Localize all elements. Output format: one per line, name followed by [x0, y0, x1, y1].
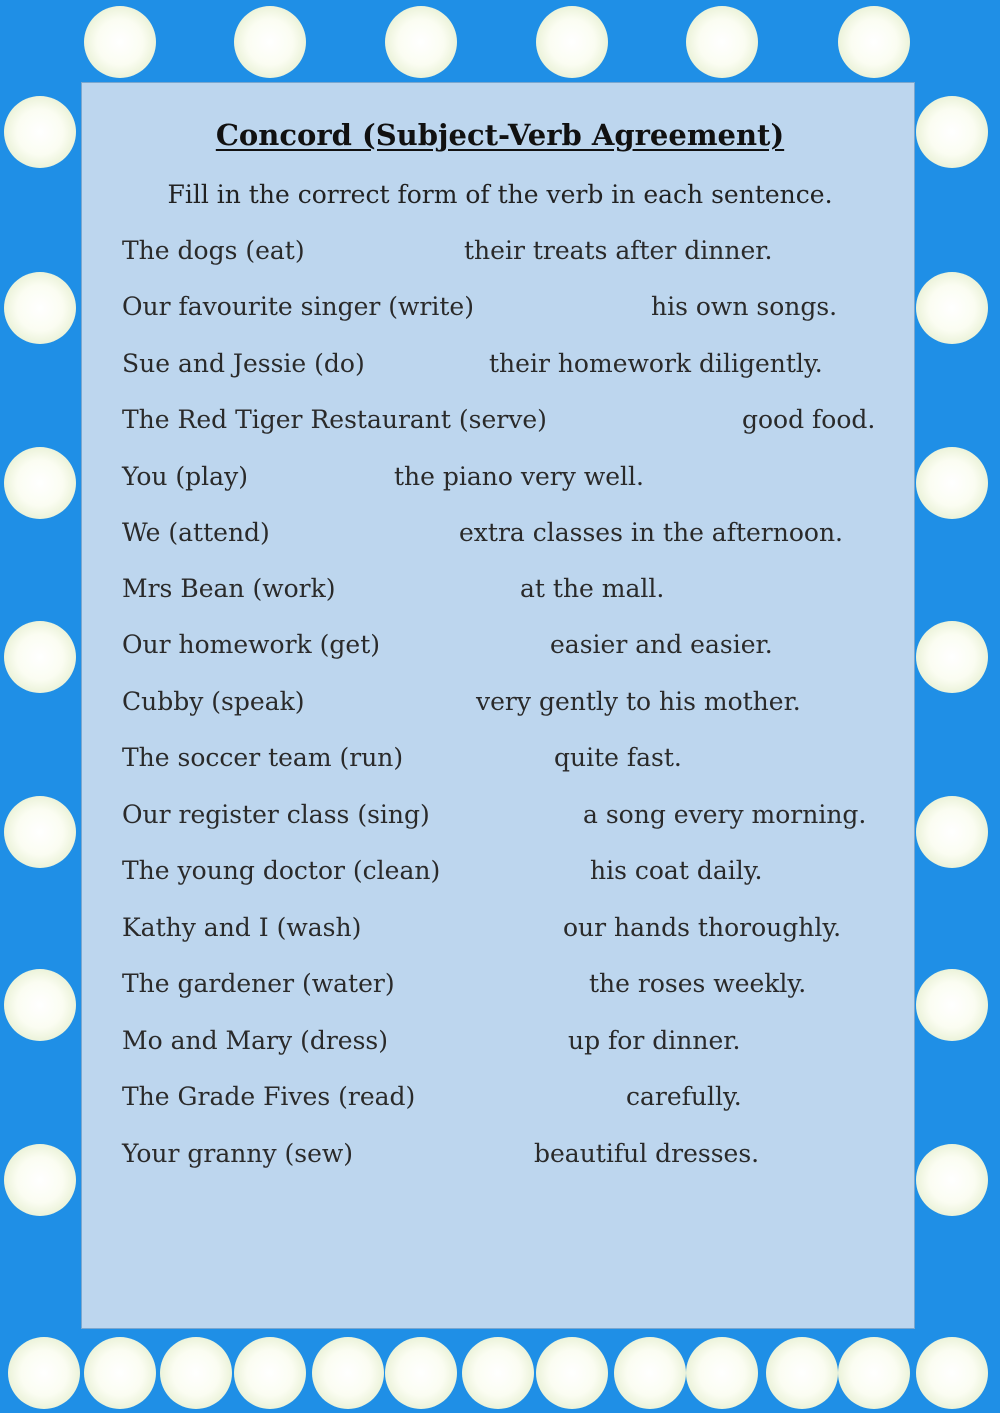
- polka-dot: [686, 6, 758, 78]
- sentence-15-rest: up for dinner.: [568, 1026, 741, 1055]
- polka-dot: [385, 6, 457, 78]
- sentence-5-subject: You (play): [122, 462, 248, 491]
- sentence-2-rest: his own songs.: [651, 292, 838, 321]
- sentence-16-subject: The Grade Fives (read): [122, 1082, 416, 1111]
- sentence-8-subject: Our homework (get): [122, 630, 380, 659]
- polka-dot: [84, 1337, 156, 1409]
- polka-dot: [916, 447, 988, 519]
- polka-dot: [4, 1144, 76, 1216]
- sentence-5-rest: the piano very well.: [394, 462, 644, 491]
- sentence-17-rest: beautiful dresses.: [534, 1139, 760, 1168]
- polka-dot: [686, 1337, 758, 1409]
- polka-dot: [4, 969, 76, 1041]
- polka-dot: [462, 1337, 534, 1409]
- polka-dot: [8, 1337, 80, 1409]
- sentence-15-subject: Mo and Mary (dress): [122, 1026, 388, 1055]
- polka-dot: [916, 1337, 988, 1409]
- sentence-6-rest: extra classes in the afternoon.: [459, 518, 844, 547]
- sentence-9-subject: Cubby (speak): [122, 687, 305, 716]
- sentence-13-rest: our hands thoroughly.: [563, 913, 842, 942]
- sentence-7-rest: at the mall.: [520, 574, 665, 603]
- polka-dot: [916, 1144, 988, 1216]
- sentence-14-rest: the roses weekly.: [589, 969, 807, 998]
- worksheet-instruction: Fill in the correct form of the verb in each sentence.: [167, 180, 833, 209]
- polka-dot: [916, 796, 988, 868]
- sentence-8-rest: easier and easier.: [550, 630, 773, 659]
- sentence-3-rest: their homework diligently.: [489, 349, 823, 378]
- sentence-7-subject: Mrs Bean (work): [122, 574, 336, 603]
- polka-dot: [838, 6, 910, 78]
- sentence-10-rest: quite fast.: [554, 743, 682, 772]
- sentence-16-rest: carefully.: [626, 1082, 742, 1111]
- polka-dot: [766, 1337, 838, 1409]
- polka-dot: [4, 796, 76, 868]
- polka-dot: [234, 6, 306, 78]
- polka-dot: [536, 1337, 608, 1409]
- polka-dot: [234, 1337, 306, 1409]
- sentence-1-subject: The dogs (eat): [122, 236, 305, 265]
- polka-dot: [838, 1337, 910, 1409]
- polka-dot: [614, 1337, 686, 1409]
- sentence-14-subject: The gardener (water): [122, 969, 395, 998]
- sentence-2-subject: Our favourite singer (write): [122, 292, 474, 321]
- polka-dot: [916, 969, 988, 1041]
- polka-dot: [312, 1337, 384, 1409]
- sentence-12-subject: The young doctor (clean): [122, 856, 441, 885]
- sentence-10-subject: The soccer team (run): [122, 743, 404, 772]
- polka-dot: [160, 1337, 232, 1409]
- polka-dot: [84, 6, 156, 78]
- sentence-17-subject: Your granny (sew): [122, 1139, 354, 1168]
- polka-dot: [4, 272, 76, 344]
- sentence-9-rest: very gently to his mother.: [476, 687, 801, 716]
- sentence-3-subject: Sue and Jessie (do): [122, 349, 365, 378]
- polka-dot: [385, 1337, 457, 1409]
- sentence-1-rest: their treats after dinner.: [464, 236, 773, 265]
- polka-dot: [916, 621, 988, 693]
- sentence-11-subject: Our register class (sing): [122, 800, 430, 829]
- sentence-6-subject: We (attend): [122, 518, 270, 547]
- sentence-13-subject: Kathy and I (wash): [122, 913, 362, 942]
- sentence-11-rest: a song every morning.: [583, 800, 867, 829]
- polka-dot: [536, 6, 608, 78]
- polka-dot: [916, 272, 988, 344]
- worksheet-title: Concord (Subject-Verb Agreement): [215, 118, 785, 152]
- polka-dot: [4, 621, 76, 693]
- polka-dot: [4, 447, 76, 519]
- sentence-12-rest: his coat daily.: [590, 856, 763, 885]
- sentence-4-subject: The Red Tiger Restaurant (serve): [122, 405, 547, 434]
- sentence-4-rest: good food.: [742, 405, 876, 434]
